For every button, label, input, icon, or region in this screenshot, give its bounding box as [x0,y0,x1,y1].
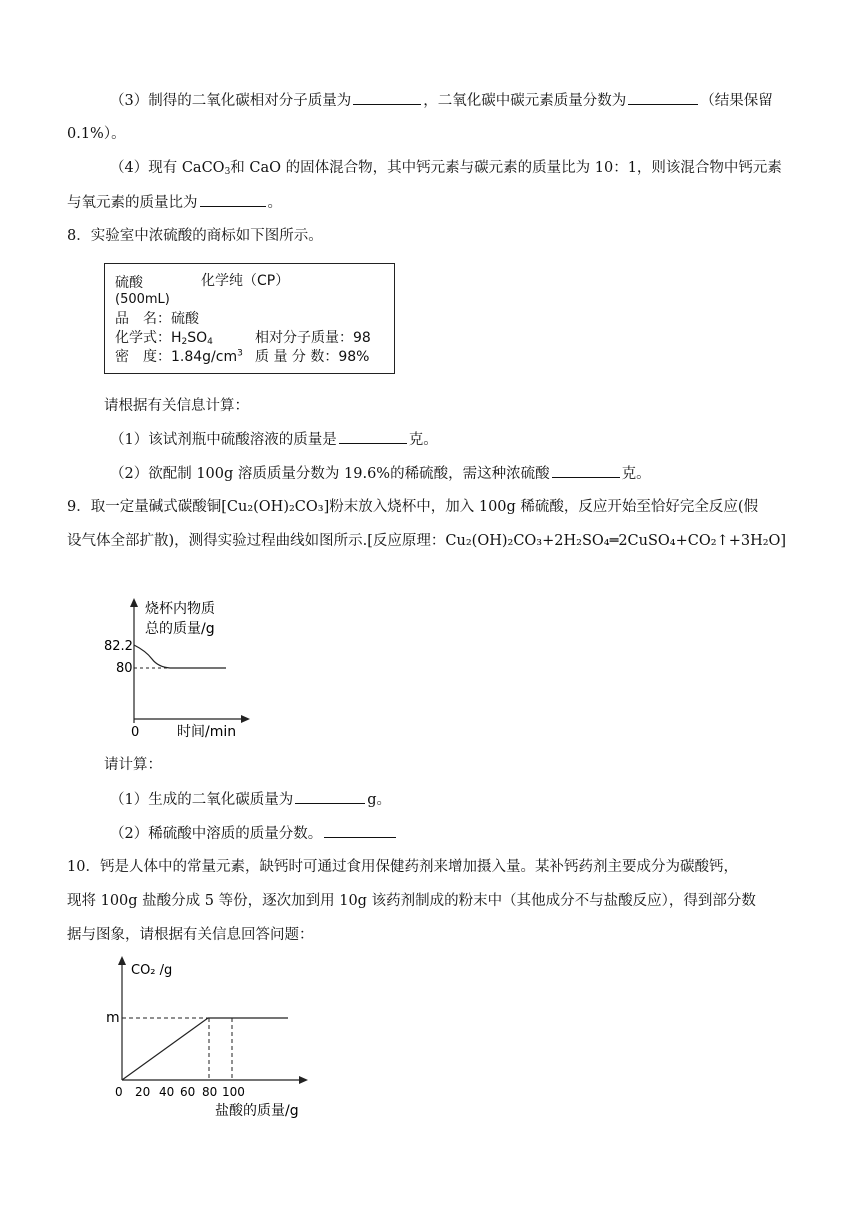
q10-chart [100,950,320,1122]
label-grade: 化学纯（CP） [201,273,290,289]
q9-origin: 0 [131,725,140,740]
q10-ylabel: CO₂ /g [131,963,173,978]
q9-stem-line1: 9．取一定量碱式碳酸铜[Cu₂(OH)₂CO₃]粉末放入烧杯中，加入 100g 稀硫酸，反应开始至恰好完全反应(假 [67,499,759,515]
label-formula: 化学式：$H_2SO_4$ [115,330,213,347]
q9-ylabel-line1: 烧杯内物质 [145,601,215,617]
sulfuric-acid-label [104,263,395,374]
q9-blank-acid-fraction[interactable] [324,823,396,838]
q9-blank-co2-mass[interactable] [295,789,365,804]
q9-chart [100,595,260,745]
q9-xlabel: 时间/min [177,724,237,740]
q10-x-axis-arrow [299,1076,308,1084]
q9-ytick-80: 80 [116,661,133,676]
q10-xtick-40: 40 [159,1085,175,1099]
q10-xtick-60: 60 [180,1085,196,1099]
q10-y-axis-arrow [118,956,126,965]
q7-blank-relative-molecular-mass[interactable] [353,90,421,105]
q9-part2: （2）稀硫酸中溶质的质量分数。 [110,823,398,844]
q7-part3-line1: （3）制得的二氧化碳相对分子质量为 ，二氧化碳中碳元素质量分数为 （结果保留 [110,90,773,111]
q9-x-axis-arrow [241,715,250,723]
q10-stem-line2: 现将 100g 盐酸分成 5 等份，逐次加到用 10g 该药剂制成的粉末中（其他成分不与盐酸反应），得到部分数 [67,893,756,909]
q8-prompt: 请根据有关信息计算： [104,398,249,414]
label-density: 密 度：$1.84g/cm^3$ [115,348,243,365]
q9-prompt: 请计算： [104,757,162,773]
label-product-name: 品 名：硫酸 [115,311,199,327]
q10-xlabel: 盐酸的质量/g [215,1103,299,1119]
q8-part1: （1）该试剂瓶中硫酸溶液的质量是 克。 [110,429,438,450]
label-mass-fraction: 质 量 分 数：98% [255,349,370,365]
q7-blank-ca-o-ratio[interactable] [200,192,266,207]
q7-part3-line2: 0.1%）。 [67,126,126,142]
q8-stem: 8．实验室中浓硫酸的商标如下图所示。 [67,228,323,244]
q10-ytick-m: m [106,1010,120,1026]
q9-part1: （1）生成的二氧化碳质量为 g。 [110,789,391,810]
q9-series-line [134,645,226,668]
q10-xtick-80: 80 [202,1085,218,1099]
q9-ylabel-line2: 总的质量/g [145,621,215,637]
label-volume: (500mL) [115,292,170,307]
q10-rising-line [122,1018,208,1080]
q10-xtick-100: 100 [222,1085,245,1099]
q7-part4-line2: 与氧元素的质量比为 。 [67,192,282,213]
q7-blank-carbon-fraction[interactable] [628,90,698,105]
q8-blank-concentrated-acid-mass[interactable] [552,463,620,478]
q8-blank-solution-mass[interactable] [339,429,407,444]
q9-ytick-82-2: 82.2 [104,639,133,654]
q7-part4-line1: （4）现有 CaCO$_3$和 CaO 的固体混合物，其中钙元素与碳元素的质量比为 10：1，则该混合物中钙元素 [110,160,782,177]
q10-stem-line1: 10．钙是人体中的常量元素，缺钙时可通过食用保健药剂来增加摄入量。某补钙药剂主要成分为碳酸钙， [67,859,738,875]
q10-xtick-0: 0 [115,1085,123,1099]
q8-part2: （2）欲配制 100g 溶质质量分数为 19.6%的稀硫酸，需这种浓硫酸 克。 [110,463,651,484]
label-name: 硫酸 [115,275,143,291]
q9-y-axis-arrow [130,598,138,607]
q9-stem-line2: 设气体全部扩散)，测得实验过程曲线如图所示.[反应原理：Cu₂(OH)₂CO₃+2H₂SO₄═2CuSO₄+CO₂↑+3H₂O] [67,533,787,549]
q10-xtick-20: 20 [135,1085,151,1099]
q10-stem-line3: 据与图象，请根据有关信息回答问题： [67,927,314,943]
label-molecular-mass: 相对分子质量：98 [255,330,371,346]
